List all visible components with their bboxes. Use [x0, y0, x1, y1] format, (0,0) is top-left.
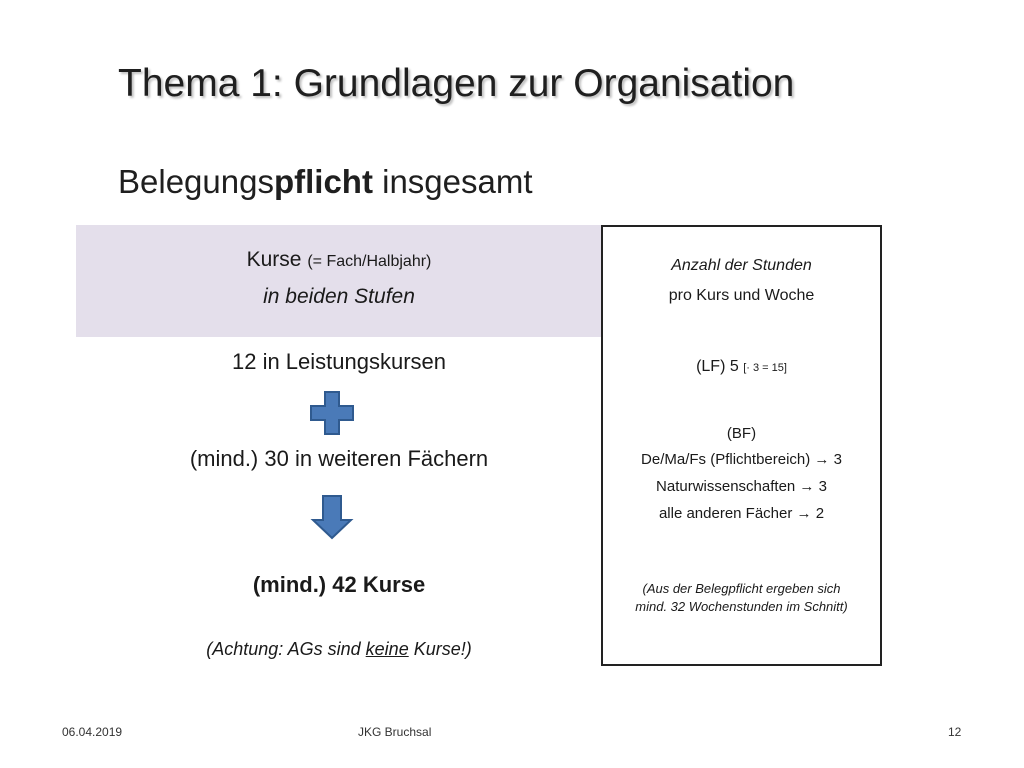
lk-count: 12 in Leistungskursen [231, 349, 447, 374]
hours-heading-2: pro Kurs und Woche [668, 287, 815, 304]
footer-center: JKG Bruchsal [358, 725, 432, 739]
bf-line-2: Naturwissenschaften → 3 [656, 478, 827, 495]
kurse-main: Kurse [246, 248, 302, 271]
lf-small: [· 3 = 15] [743, 362, 787, 374]
bf-line-1: De/Ma/Fs (Pflichtbereich) → 3 [641, 451, 842, 468]
note-underlined: keine [365, 639, 409, 659]
hours-heading-1: Anzahl der Stunden [671, 257, 812, 274]
stufen-heading: in beiden Stufen [263, 285, 415, 308]
slide-title: Thema 1: Grundlagen zur Organisation [118, 62, 795, 105]
hours-box [601, 225, 882, 666]
subtitle-suffix: insgesamt [372, 163, 533, 200]
plus-icon [309, 390, 355, 436]
arrow-down-icon [309, 494, 355, 540]
subtitle-bold: pflicht [273, 163, 373, 200]
kurse-heading [76, 248, 602, 272]
kurse-paren: (= Fach/Halbjahr) [307, 253, 432, 270]
bf-heading: (BF) [726, 425, 757, 442]
note-suffix: Kurse!) [408, 639, 472, 659]
header-band [76, 225, 602, 337]
box-note-2: mind. 32 Wochenstunden im Schnitt) [635, 599, 848, 614]
lf-main: (LF) 5 [696, 358, 744, 375]
box-note-1: (Aus der Belegpflicht ergeben sich [642, 581, 841, 596]
note-prefix: (Achtung: AGs sind [206, 639, 366, 659]
subtitle-prefix: Belegungs [118, 163, 274, 200]
bf-line-3: alle anderen Fächer → 2 [658, 505, 825, 522]
total-count: (mind.) 42 Kurse [252, 572, 426, 597]
lf-hours [603, 358, 880, 376]
slide-subtitle [118, 163, 533, 201]
ag-note [76, 639, 602, 660]
footer-page-number: 12 [948, 725, 962, 739]
footer-date: 06.04.2019 [62, 725, 123, 739]
weitere-count: (mind.) 30 in weiteren Fächern [189, 446, 489, 471]
